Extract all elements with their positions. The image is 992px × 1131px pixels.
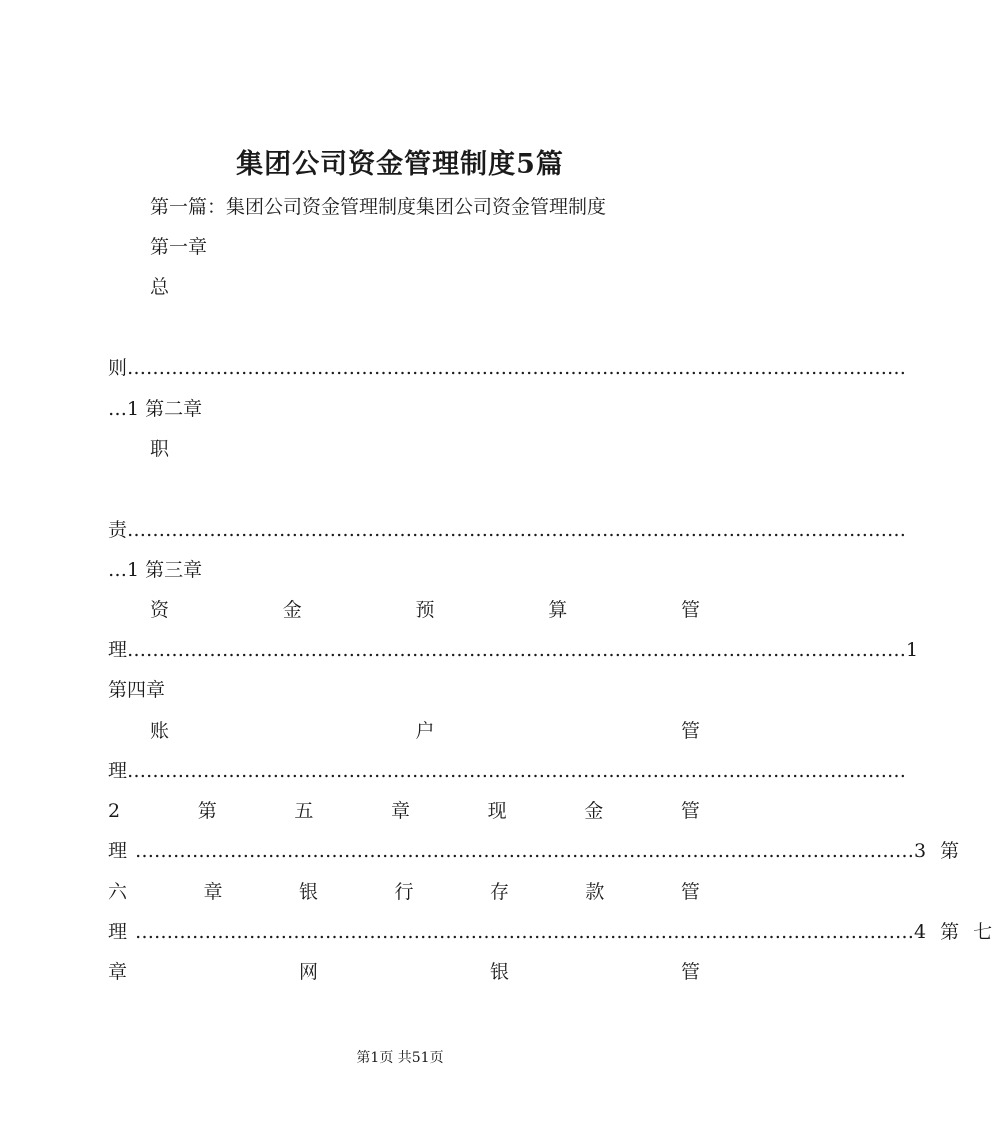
page-title: 集团公司资金管理制度5篇	[236, 149, 564, 180]
toc-ch7-row	[108, 959, 700, 985]
toc-ch6-page: 4 第 七	[914, 921, 992, 943]
toc-ch5-page: 3 第	[914, 840, 960, 862]
subtitle: 第一篇：集团公司资金管理制度集团公司资金管理制度	[150, 196, 607, 218]
toc-ch5-row	[108, 798, 700, 824]
toc-char: 存	[489, 881, 509, 903]
toc-char: 管	[680, 881, 700, 903]
dot-leader: ……………………………………………………………………………………………………………	[127, 760, 907, 782]
toc-char: 管	[680, 800, 700, 822]
toc-ch6-title-end: 理	[108, 921, 128, 943]
dot-leader: ……………………………………………………………………………………………………………	[127, 519, 907, 541]
toc-ch5-title-end: 理	[108, 840, 128, 862]
dot-leader: ……………………………………………………………………………………………………………	[135, 921, 915, 943]
toc-char: 算	[548, 599, 568, 621]
toc-char: 行	[394, 881, 414, 903]
toc-char: 章	[391, 800, 411, 822]
toc-char: 网	[298, 961, 318, 983]
toc-char: 户	[415, 720, 435, 742]
toc-ch1-label: 第一章	[150, 236, 208, 258]
toc-ch3-leader-row	[108, 637, 919, 663]
toc-ch4-label: 第四章	[108, 679, 166, 701]
page-footer: 第1页 共51页	[356, 1050, 444, 1066]
toc-char: 管	[680, 599, 700, 621]
toc-ch1-continuation: …1 第二章	[108, 398, 203, 420]
toc-ch1-leader-row	[108, 355, 907, 381]
toc-ch3-page: 1	[906, 639, 919, 661]
toc-char: 2	[108, 800, 121, 822]
toc-char: 金	[282, 599, 302, 621]
toc-char: 资	[150, 599, 170, 621]
toc-ch5-leader-row	[108, 838, 960, 864]
toc-char: 金	[584, 800, 604, 822]
toc-char: 银	[298, 881, 318, 903]
toc-char: 章	[108, 961, 128, 983]
toc-char: 管	[680, 961, 700, 983]
toc-ch1-title-start: 总	[150, 276, 170, 298]
toc-ch4-title-end: 理	[108, 760, 128, 782]
toc-ch2-continuation: …1 第三章	[108, 559, 203, 581]
toc-char: 银	[489, 961, 509, 983]
toc-ch1-title-end: 则	[108, 357, 128, 379]
toc-ch4-title-row	[150, 718, 700, 744]
toc-char: 章	[203, 881, 223, 903]
toc-ch6-row	[108, 879, 700, 905]
dot-leader: ……………………………………………………………………………………………………………	[135, 840, 915, 862]
toc-char: 六	[108, 881, 128, 903]
toc-char: 第	[197, 800, 217, 822]
toc-char: 预	[415, 599, 435, 621]
toc-ch2-title-end: 责	[108, 519, 128, 541]
toc-char: 款	[585, 881, 605, 903]
dot-leader: ……………………………………………………………………………………………………………	[127, 357, 907, 379]
toc-ch4-leader-row	[108, 758, 907, 784]
toc-char: 五	[294, 800, 314, 822]
toc-ch3-title-row	[150, 597, 700, 623]
toc-char: 管	[680, 720, 700, 742]
toc-ch2-title-start: 职	[150, 438, 170, 460]
dot-leader: ……………………………………………………………………………………………………………	[127, 639, 907, 661]
toc-char: 账	[150, 720, 170, 742]
toc-ch3-title-end: 理	[108, 639, 128, 661]
toc-ch6-leader-row	[108, 919, 992, 945]
toc-char: 现	[487, 800, 507, 822]
toc-ch2-leader-row	[108, 517, 907, 543]
